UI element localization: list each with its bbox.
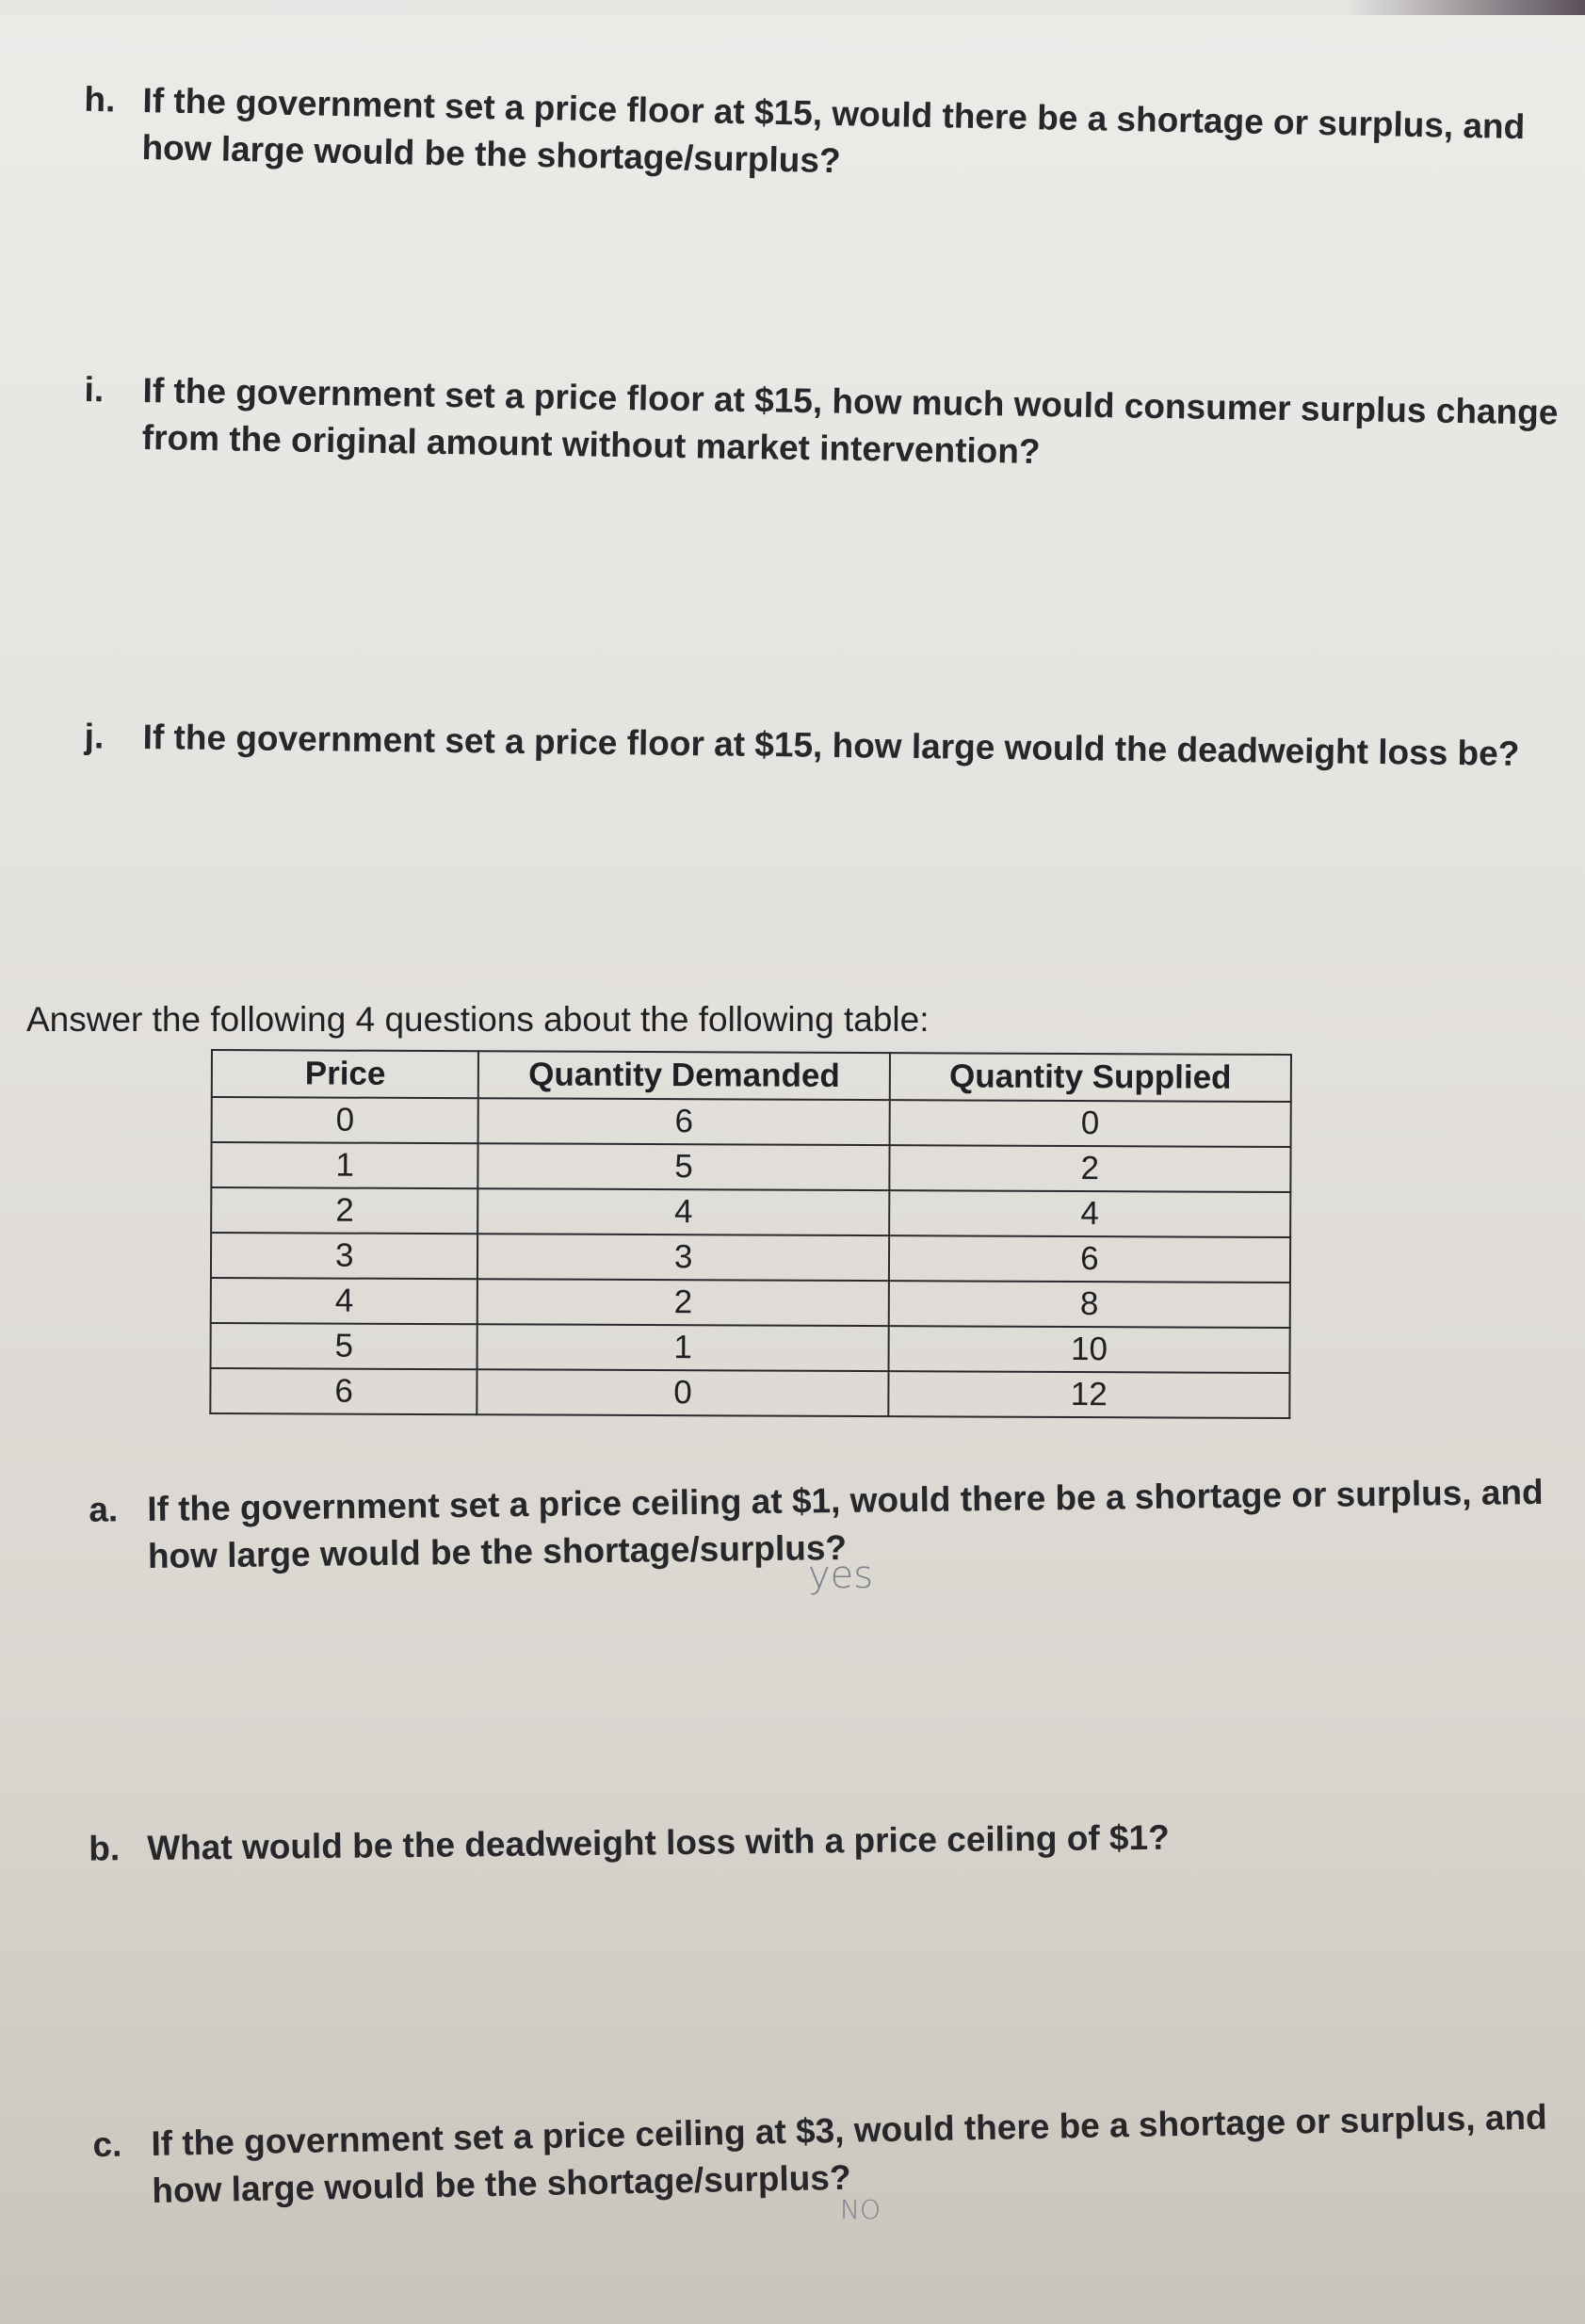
question-text: If the government set a price ceiling at $1, would there be a shortage or surplus, and how large would be the shortage/surplus? (147, 1472, 1544, 1575)
cell-quantity-supplied: 6 (889, 1235, 1290, 1283)
question-text: If the government set a price floor at $15, how large would the deadweight loss be? (142, 717, 1520, 773)
question-text: If the government set a price floor at $15, would there be a shortage or surplus, and how large would be the shortage/surplus? (141, 80, 1526, 181)
table-header-row (212, 1050, 1291, 1102)
cell-quantity-supplied: 10 (888, 1326, 1289, 1373)
cell-quantity-demanded: 3 (477, 1234, 889, 1281)
cell-price: 5 (211, 1323, 478, 1369)
cell-price: 6 (210, 1368, 477, 1414)
question-text: What would be the deadweight loss with a price ceiling of $1? (147, 1817, 1170, 1867)
header-quantity-supplied: Quantity Supplied (890, 1053, 1291, 1102)
cell-price: 4 (211, 1278, 478, 1324)
header-quantity-demanded: Quantity Demanded (478, 1051, 890, 1100)
handwritten-answer-c: NO (840, 2194, 881, 2225)
cell-quantity-supplied: 2 (889, 1145, 1290, 1192)
cell-quantity-supplied: 0 (889, 1100, 1290, 1147)
cell-quantity-demanded: 1 (477, 1324, 889, 1371)
cell-price: 0 (212, 1097, 479, 1143)
question-h (84, 77, 1556, 199)
table-row (211, 1187, 1290, 1237)
cell-quantity-demanded: 0 (477, 1369, 889, 1416)
cell-quantity-supplied: 12 (888, 1371, 1289, 1418)
table-row (211, 1142, 1290, 1192)
question-label: h. (84, 79, 116, 120)
cell-price: 2 (211, 1187, 478, 1234)
handwritten-answer-a: yes (808, 1554, 874, 1597)
question-j (84, 714, 1564, 778)
cell-quantity-demanded: 4 (478, 1188, 890, 1235)
cell-price: 3 (211, 1233, 478, 1279)
table-row (210, 1368, 1289, 1418)
question-label: c. (92, 2124, 122, 2165)
question-label: i. (84, 370, 105, 410)
cell-price: 1 (211, 1142, 478, 1188)
table-row (212, 1097, 1291, 1147)
supply-demand-table (209, 1049, 1292, 1419)
cell-quantity-supplied: 8 (888, 1281, 1289, 1328)
question-label: j. (84, 717, 105, 756)
cell-quantity-supplied: 4 (889, 1190, 1290, 1237)
question-text: If the government set a price ceiling at $3, would there be a shortage or surplus, and how large would be the shortage/surplus? (151, 2097, 1547, 2210)
question-text: If the government set a price floor at $15, how much would consumer surplus change from the original amount without market intervention? (141, 370, 1559, 471)
cell-quantity-demanded: 5 (478, 1143, 890, 1190)
page-top-edge (0, 0, 1585, 15)
question-label: b. (89, 1829, 121, 1868)
table-row (211, 1233, 1290, 1283)
cell-quantity-demanded: 2 (477, 1279, 889, 1326)
header-price: Price (212, 1050, 479, 1098)
table-row (211, 1278, 1290, 1328)
table-row (211, 1323, 1290, 1373)
question-label: a. (89, 1490, 119, 1529)
question-b (89, 1810, 1560, 1872)
table-intro: Answer the following 4 questions about the following table: (26, 1000, 930, 1039)
question-i (84, 367, 1574, 484)
cell-quantity-demanded: 6 (478, 1098, 890, 1145)
